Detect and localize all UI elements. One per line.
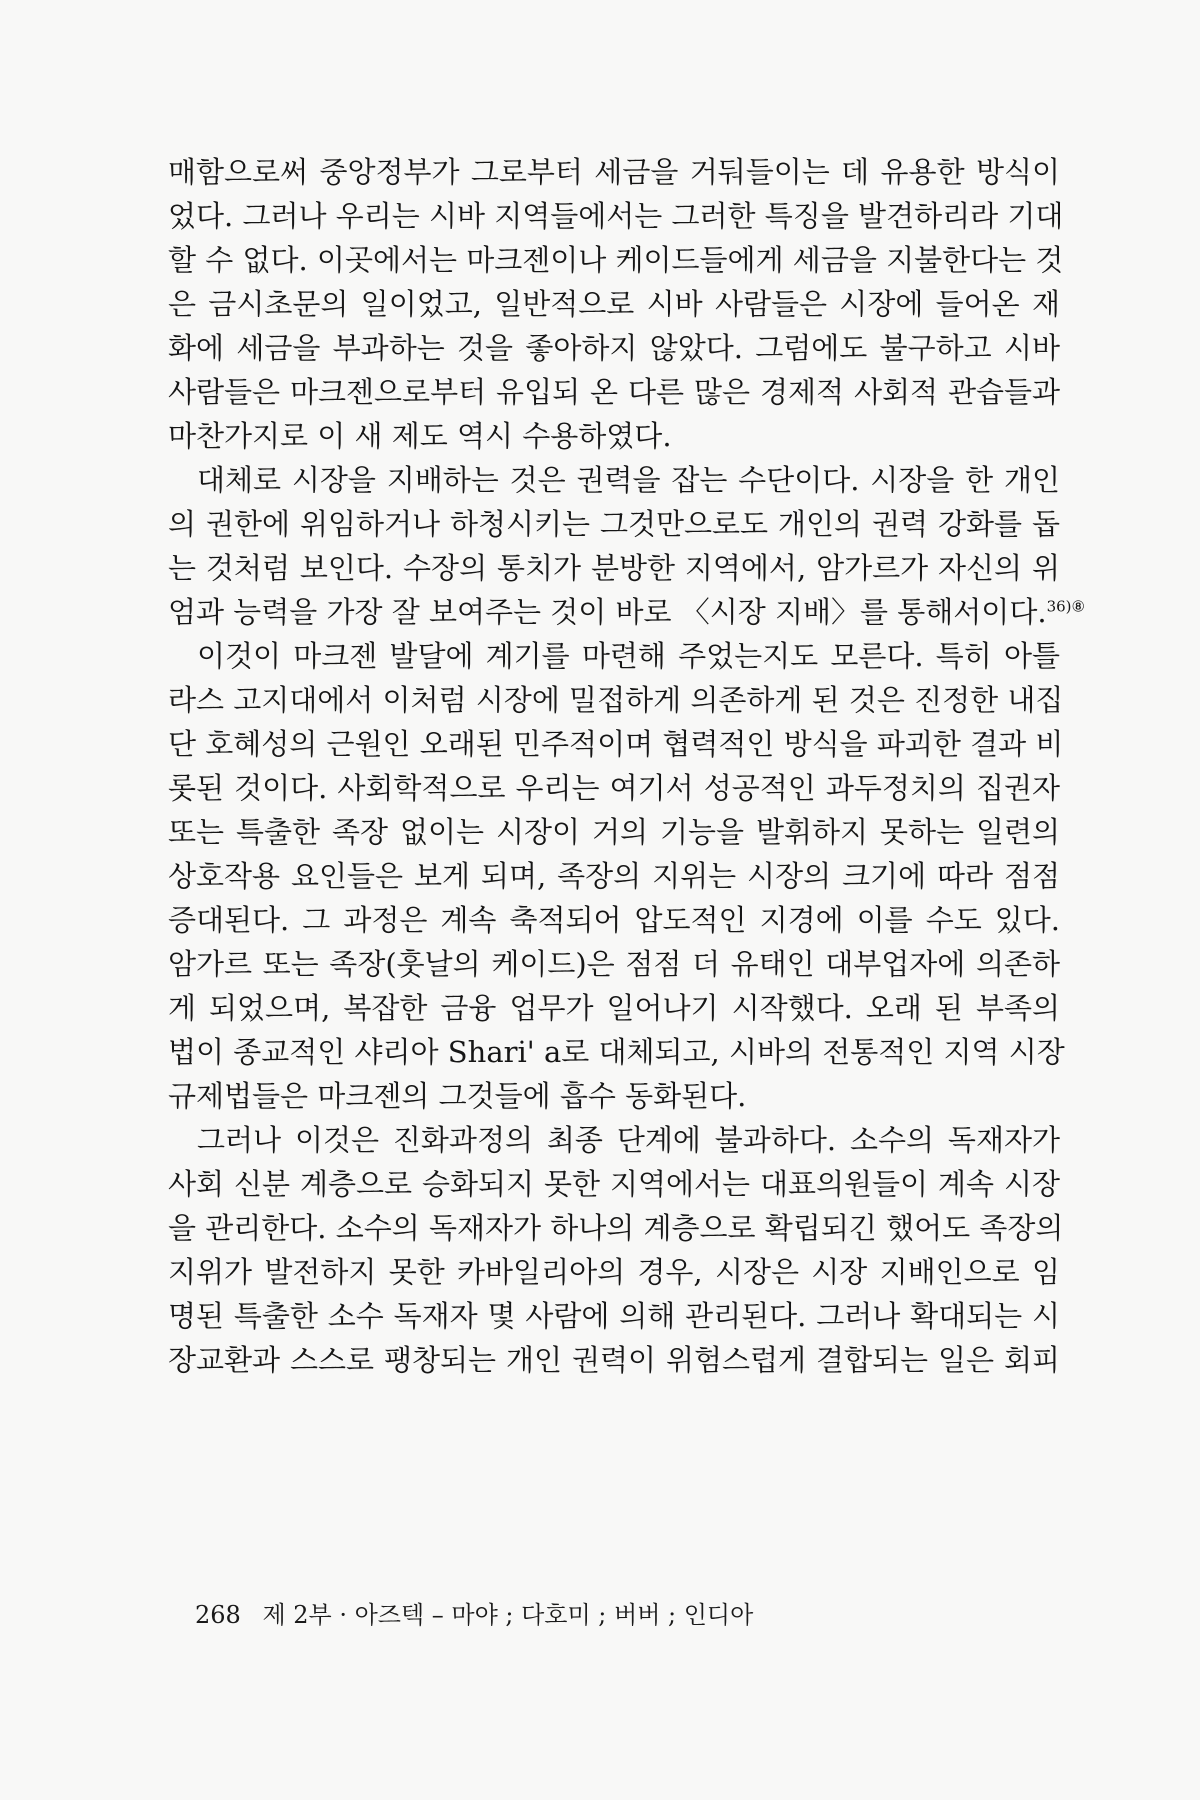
text-line: 마찬가지로 이 새 제도 역시 수용하였다. (168, 419, 672, 453)
text-line: 사회 신분 계층으로 승화되지 못한 지역에서는 대표의원들이 계속 시장 (168, 1167, 1060, 1201)
text-line: 암가르 또는 족장(훗날의 케이드)은 점점 더 유태인 대부업자에 의존하 (168, 947, 1060, 981)
text-line: 단 호혜성의 근원인 오래된 민주적이며 협력적인 방식을 파괴한 결과 비 (168, 727, 1064, 761)
text-line: 화에 세금을 부과하는 것을 좋아하지 않았다. 그럼에도 불구하고 시바 (168, 331, 1060, 365)
text-line-content: 엄과 능력을 가장 잘 보여주는 것이 바로 〈시장 지배〉를 통해서이다. (168, 595, 1047, 629)
page-number: 268 (195, 1601, 241, 1629)
running-title: 제 2부 · 아즈텍 – 마야 ; 다호미 ; 버버 ; 인디아 (262, 1601, 754, 1629)
text-line: 그러나 이것은 진화과정의 최종 단계에 불과하다. 소수의 독재자가 (197, 1123, 1060, 1157)
paragraph-1 (168, 150, 1064, 458)
text-line: 또는 특출한 족장 없이는 시장이 거의 기능을 발휘하지 못하는 일련의 (168, 815, 1060, 849)
text-line: 사람들은 마크젠으로부터 유입되 온 다른 많은 경제적 사회적 관습들과 (168, 375, 1060, 409)
body-text (168, 150, 1085, 1382)
text-line: 라스 고지대에서 이처럼 시장에 밀접하게 의존하게 된 것은 진정한 내집 (168, 683, 1064, 717)
text-line: 장교환과 스스로 팽창되는 개인 권력이 위험스럽게 결합되는 일은 회피 (168, 1343, 1060, 1377)
text-line: 의 권한에 위임하거나 하청시키는 그것만으로도 개인의 권력 강화를 돕 (168, 507, 1060, 541)
text-line: 는 것처럼 보인다. 수장의 통치가 분방한 지역에서, 암가르가 자신의 위 (168, 551, 1060, 585)
paragraph-3 (168, 634, 1065, 1118)
text-line: 상호작용 요인들은 보게 되며, 족장의 지위는 시장의 크기에 따라 점점 (168, 859, 1060, 893)
text-line: 었다. 그러나 우리는 시바 지역들에서는 그러한 특징을 발견하리라 기대 (168, 199, 1064, 233)
page-footer (195, 1595, 753, 1630)
text-line: 지위가 발전하지 못한 카바일리아의 경우, 시장은 시장 지배인으로 임 (168, 1255, 1060, 1289)
paragraph-4 (168, 1118, 1064, 1382)
text-line: 대체로 시장을 지배하는 것은 권력을 잡는 수단이다. 시장을 한 개인 (197, 463, 1060, 497)
text-line: 명된 특출한 소수 독재자 몇 사람에 의해 관리된다. 그러나 확대되는 시 (168, 1299, 1060, 1333)
text-line: 규제법들은 마크젠의 그것들에 흡수 동화된다. (168, 1079, 747, 1113)
text-line: 은 금시초문의 일이었고, 일반적으로 시바 사람들은 시장에 들어온 재 (168, 287, 1060, 321)
text-line-with-footnote (168, 590, 1085, 634)
text-line: 할 수 없다. 이곳에서는 마크젠이나 케이드들에게 세금을 지불한다는 것 (168, 243, 1064, 277)
text-line: 매함으로써 중앙정부가 그로부터 세금을 거둬들이는 데 유용한 방식이 (168, 155, 1060, 189)
text-line: 이것이 마크젠 발달에 계기를 마련해 주었는지도 모른다. 특히 아틀 (197, 639, 1060, 673)
paragraph-2 (168, 458, 1085, 634)
text-line: 롯된 것이다. 사회학적으로 우리는 여기서 성공적인 과두정치의 집권자 (168, 771, 1060, 805)
text-line: 증대된다. 그 과정은 계속 축적되어 압도적인 지경에 이를 수도 있다. (168, 903, 1060, 937)
footnote-marker: 36)⑧ (1046, 597, 1085, 616)
text-line: 법이 종교적인 샤리아 Shari' a로 대체되고, 시바의 전통적인 지역 시장 (168, 1035, 1065, 1069)
text-line: 을 관리한다. 소수의 독재자가 하나의 계층으로 확립되긴 했어도 족장의 (168, 1211, 1064, 1245)
text-line: 게 되었으며, 복잡한 금융 업무가 일어나기 시작했다. 오래 된 부족의 (168, 991, 1060, 1025)
